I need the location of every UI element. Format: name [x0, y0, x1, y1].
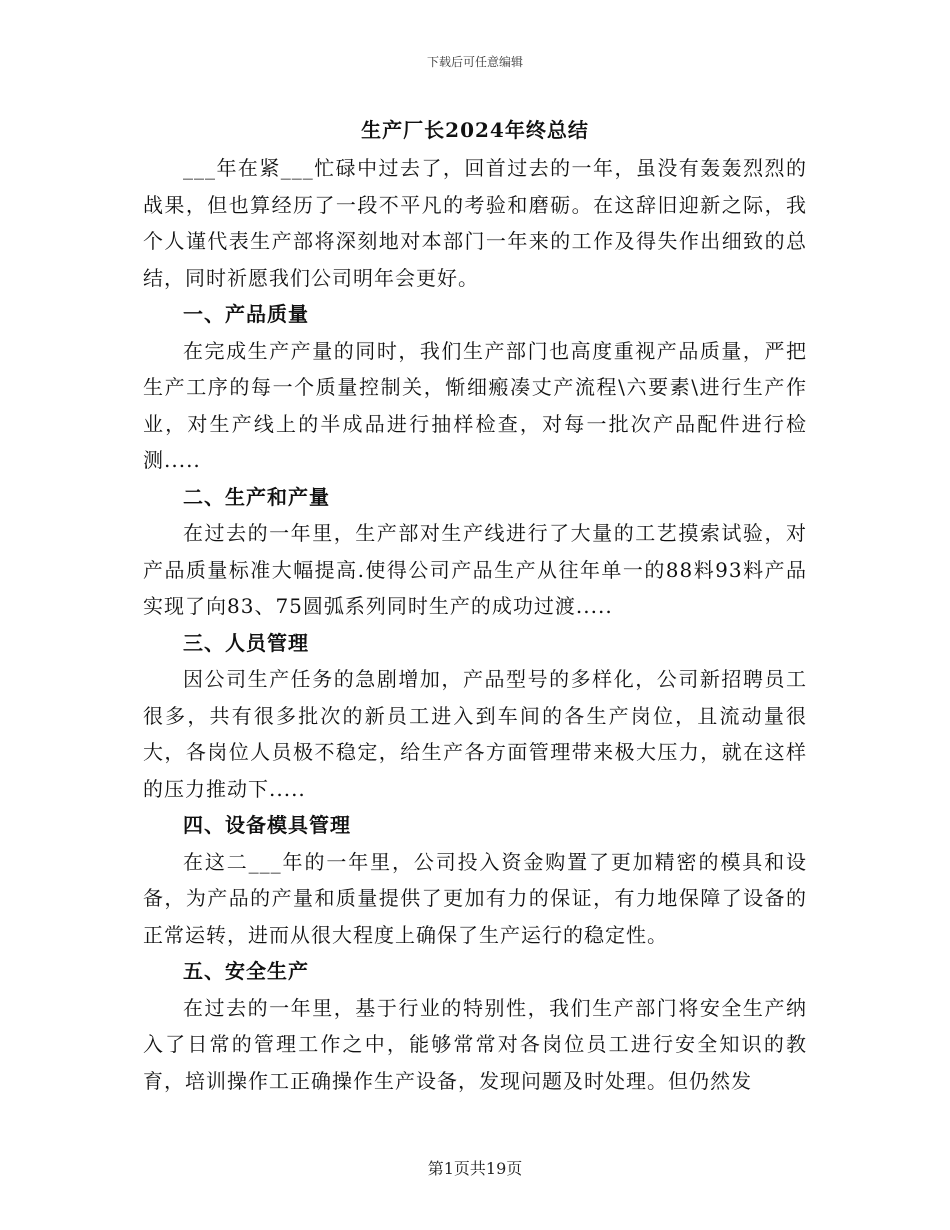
section-product-quality — [143, 296, 807, 479]
page-number: 第1页共19页 — [427, 1159, 523, 1178]
intro-paragraph: ___年在紧___忙碌中过去了，回首过去的一年，虽没有轰轰烈烈的战果，但也算经历了一段不平凡的考验和磨砺。在这辞旧迎新之际，我个人谨代表生产部将深刻地对本部门一年来的工作及得失作出细致的总结，同时祈愿我们公司明年会更好。 — [143, 156, 807, 290]
section-production-output — [143, 479, 807, 625]
section-paragraph: 因公司生产任务的急剧增加，产品型号的多样化，公司新招聘员工很多，共有很多批次的新员工进入到车间的各生产岗位，且流动量很大，各岗位人员极不稳定，给生产各方面管理带来极大压力，就在这样的压力推动下..... — [143, 667, 807, 801]
document-body — [143, 112, 807, 1099]
section-heading: 三、人员管理 — [183, 630, 309, 655]
section-safety-production — [143, 953, 807, 1099]
section-heading: 四、设备模具管理 — [183, 813, 351, 837]
section-heading: 五、安全生产 — [183, 959, 309, 983]
section-paragraph: 在过去的一年里，基于行业的特别性，我们生产部门将安全生产纳入了日常的管理工作之中，能够常常对各岗位员工进行安全知识的教育，培训操作工正确操作生产设备，发现问题及时处理。但仍然发 — [143, 995, 807, 1093]
section-heading: 一、产品质量 — [183, 302, 309, 326]
section-personnel-management — [143, 625, 807, 808]
page-header-note: 下载后可任意编辑 — [426, 55, 523, 69]
document-title: 生产厂长2024年终总结 — [361, 118, 589, 142]
section-paragraph: 在完成生产产量的同时，我们生产部门也高度重视产品质量，严把生产工序的每一个质量控制关，惭细瘢凑丈产流程\六要素\进行生产作业，对生产线上的半成品进行抽样检查，对每一批次产品配件进行检测..... — [143, 338, 807, 472]
section-paragraph: 在这二___年的一年里，公司投入资金购置了更加精密的模具和设备，为产品的产量和质量提供了更加有力的保证，有力地保障了设备的正常运转，进而从很大程度上确保了生产运行的稳定性。 — [143, 849, 807, 947]
section-heading: 二、生产和产量 — [183, 484, 330, 509]
section-paragraph: 在过去的一年里，生产部对生产线进行了大量的工艺摸索试验，对产品质量标准大幅提高.使得公司产品生产从往年单一的88料93料产品实现了向83、75圆弧系列同时生产的成功过渡..... — [143, 521, 807, 618]
section-equipment-molds — [143, 807, 807, 953]
